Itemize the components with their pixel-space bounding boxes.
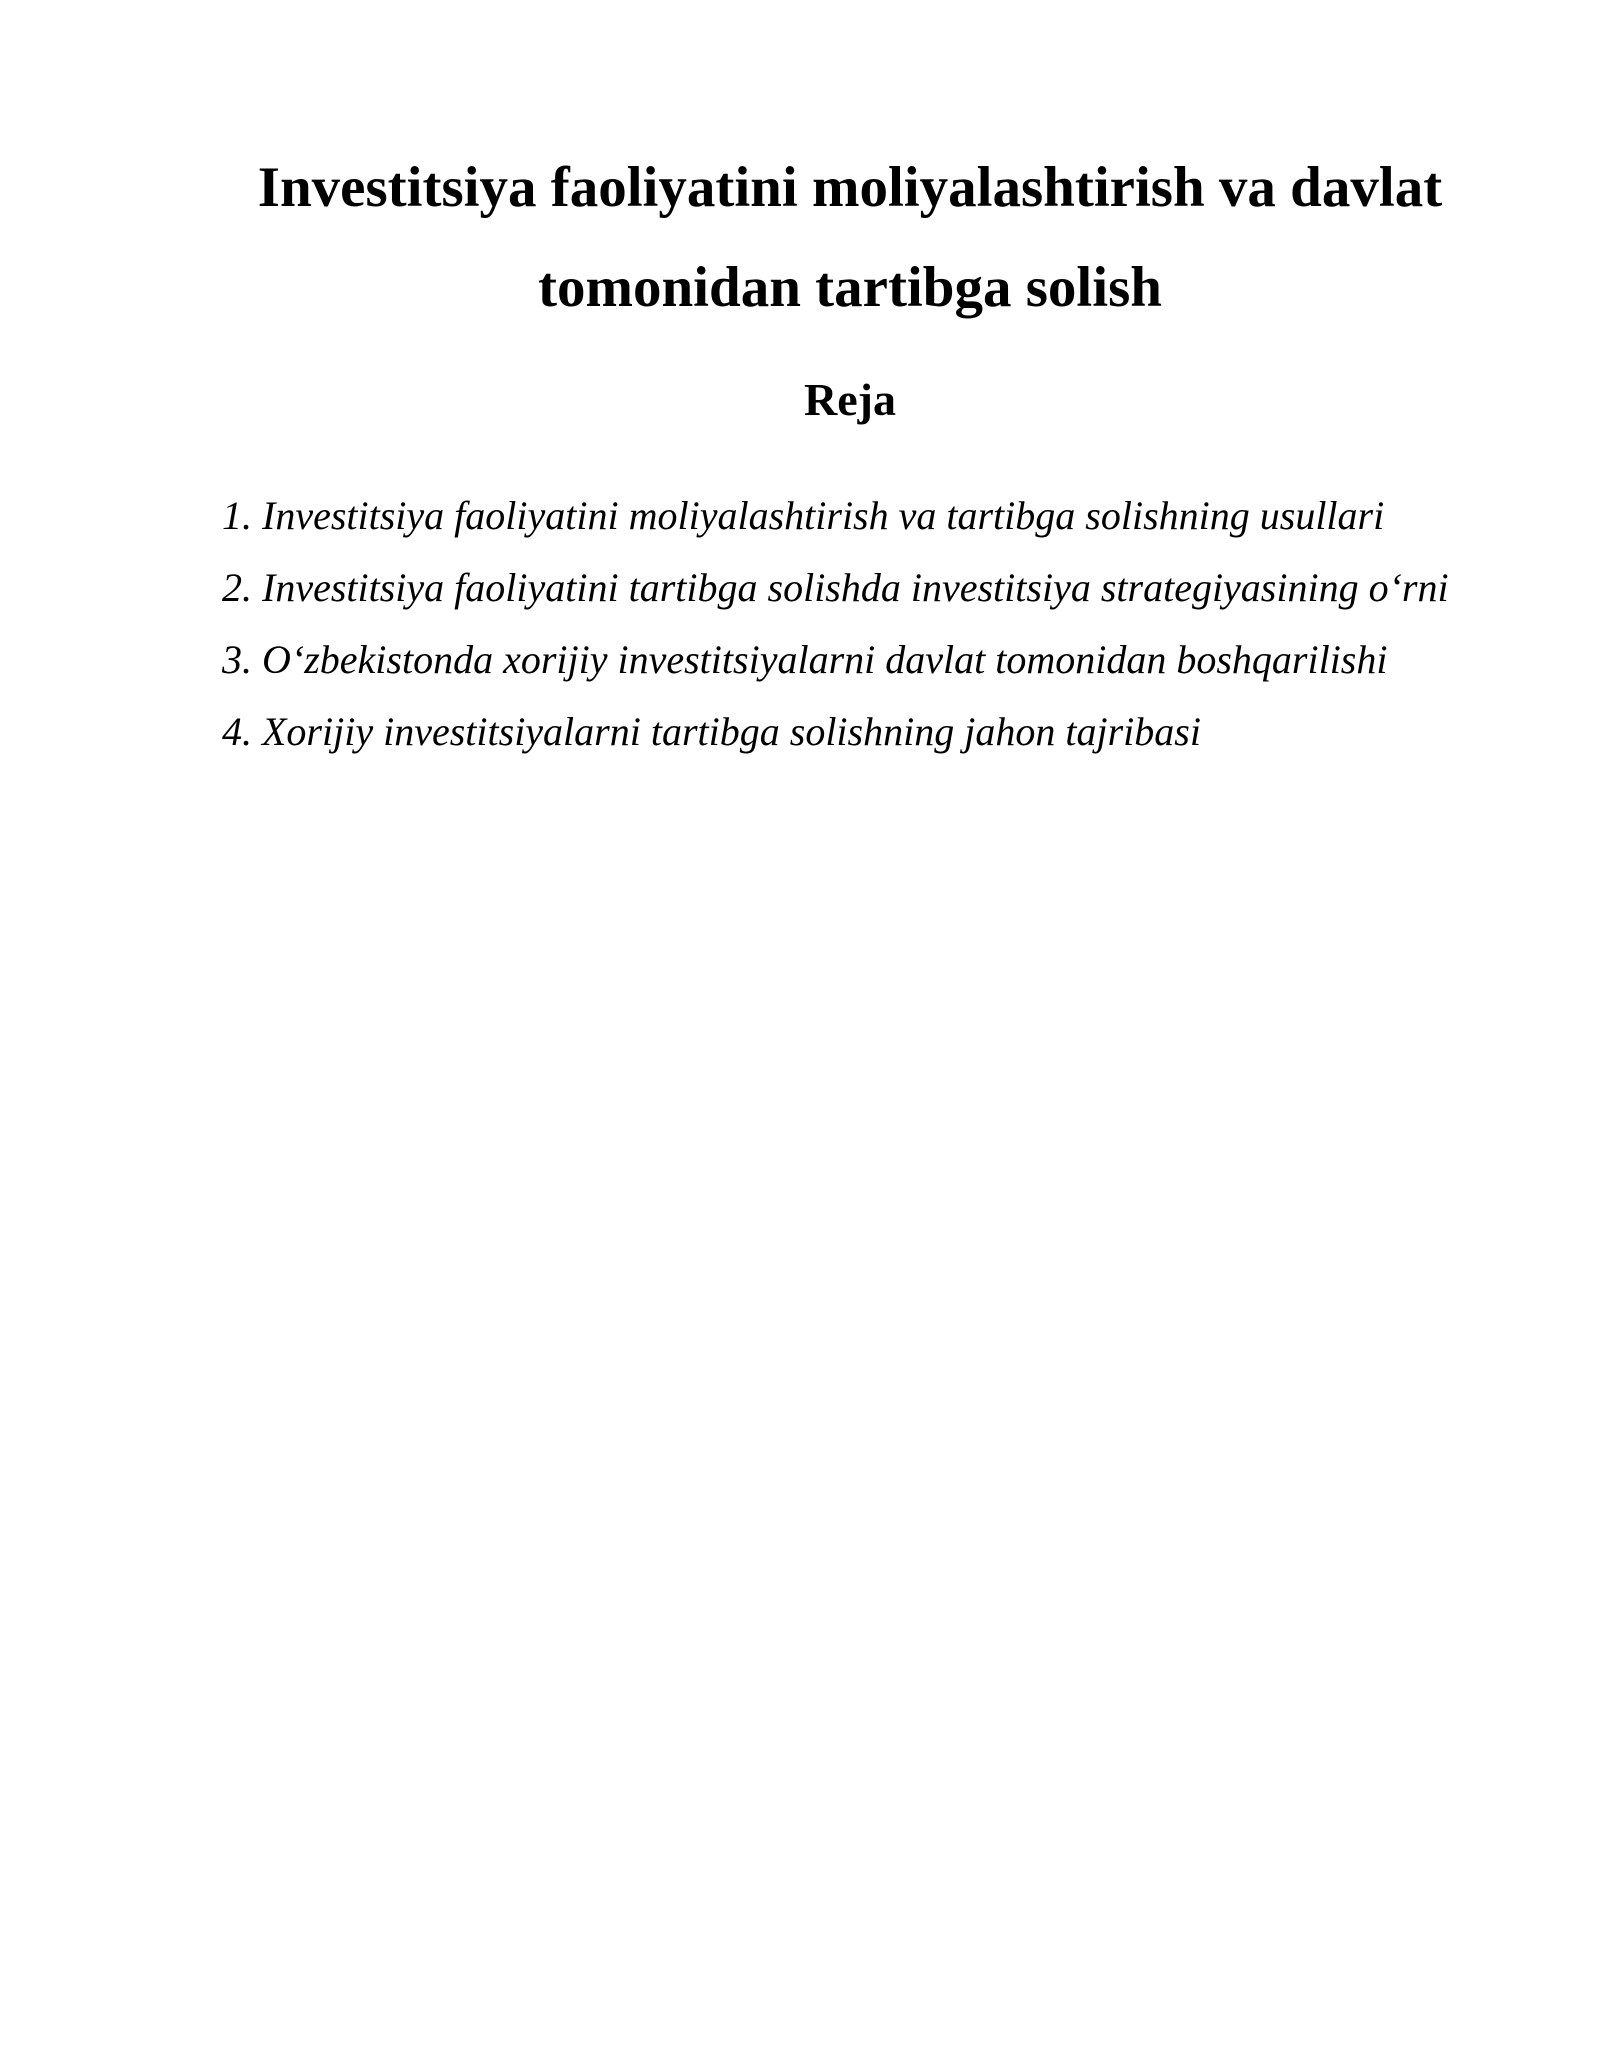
plan-item: 3. O‘zbekistonda xorijiy investitsiyalarni davlat tomonidan boshqarilishi xyxy=(222,637,1388,682)
plan-list xyxy=(222,480,1452,768)
plan-item: 1. Investitsiya faoliyatini moliyalashtirish va tartibga solishning usullari xyxy=(222,493,1385,538)
plan-item: 2. Investitsiya faoliyatini tartibga solishda investitsiya strategiyasining o‘rni xyxy=(222,565,1449,610)
document-title: Investitsiya faoliyatini moliyalashtirish va davlat tomonidan tartibga solish xyxy=(257,156,1443,319)
plan-item: 4. Xorijiy investitsiyalarni tartibga solishning jahon tajribasi xyxy=(222,709,1201,754)
plan-heading: Reja xyxy=(804,374,896,425)
